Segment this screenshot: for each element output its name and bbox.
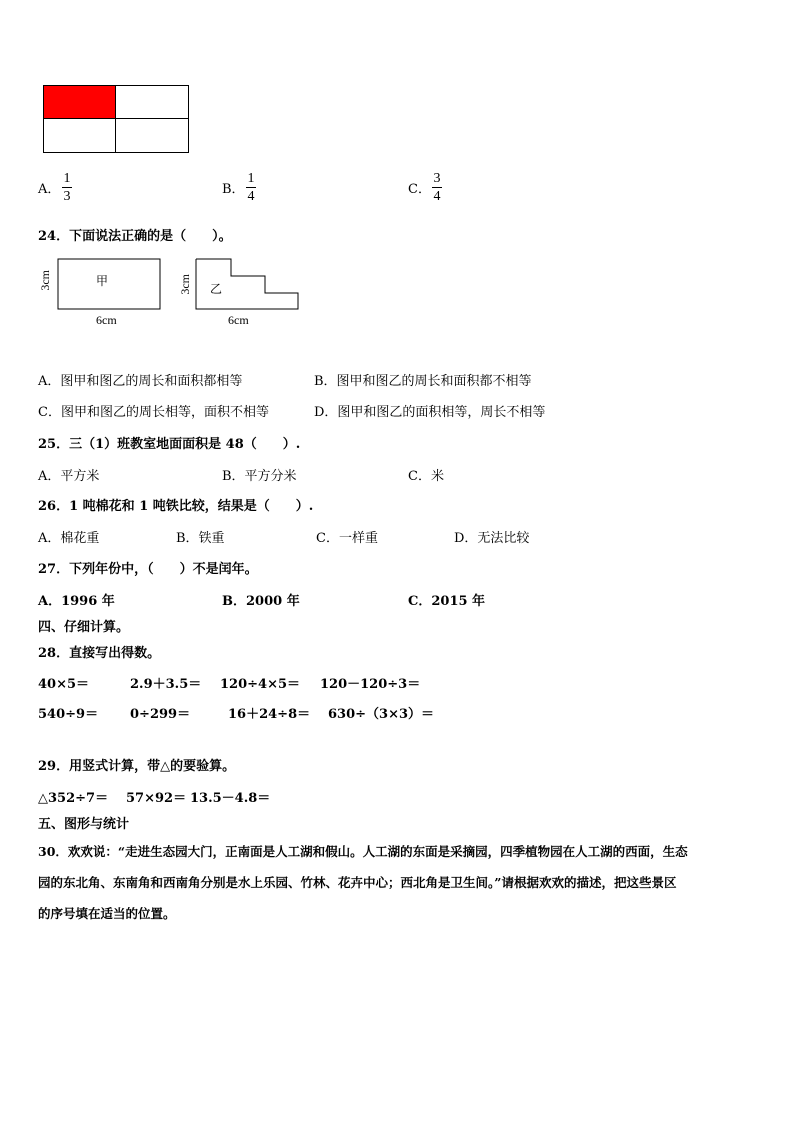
q28-expr: 630÷（3×3）＝ <box>328 707 435 722</box>
q25-option-b: B．平方分米 <box>222 469 297 484</box>
fraction-denominator: 4 <box>433 189 441 204</box>
q25-option-a: A．平方米 <box>38 469 100 484</box>
q29-stem: 29．用竖式计算，带△的要验算。 <box>38 759 236 774</box>
q26-option-a: A．棉花重 <box>38 531 100 546</box>
figure-jia-height-label: 3cm <box>38 270 52 291</box>
q24-stem: 24．下面说法正确的是（ ）。 <box>38 229 232 244</box>
fraction-bar <box>246 187 256 188</box>
fraction-denominator: 3 <box>63 189 71 204</box>
grid-cell <box>115 118 189 153</box>
q23-option-c-fraction <box>432 171 442 204</box>
figure-yi-width-label: 6cm <box>228 313 249 327</box>
grid-cell-shaded <box>43 85 116 119</box>
q28-expr: 120－120÷3＝ <box>320 677 421 692</box>
q28-stem: 28．直接写出得数。 <box>38 646 161 661</box>
q28-expr: 16＋24÷8＝ <box>228 707 311 722</box>
q28-expr: 540÷9＝ <box>38 707 99 722</box>
fraction-numerator: 3 <box>433 171 441 186</box>
q28-expr: 120÷4×5＝ <box>220 677 301 692</box>
grid-cell <box>43 118 116 153</box>
grid-cell <box>115 85 189 119</box>
q27-option-a: A．1996 年 <box>38 594 115 609</box>
figure-jia-label: 甲 <box>96 274 109 288</box>
q29-item: △352÷7＝ <box>38 791 109 806</box>
q23-option-a-fraction <box>62 171 72 204</box>
q23-option-b-fraction <box>246 171 256 204</box>
q26-stem: 26．1 吨棉花和 1 吨铁比较，结果是（ ）. <box>38 499 314 514</box>
q26-option-d: D．无法比较 <box>454 531 530 546</box>
q24-option-c: C．图甲和图乙的周长相等，面积不相等 <box>38 405 269 420</box>
q24-diagram <box>34 252 314 332</box>
fraction-bar <box>62 187 72 188</box>
fraction-grid-figure <box>43 85 189 153</box>
q24-option-d: D．图甲和图乙的面积相等，周长不相等 <box>314 405 546 420</box>
figure-yi-label: 乙 <box>210 282 223 296</box>
q26-option-c: C．一样重 <box>316 531 378 546</box>
q30-text-line-2: 园的东北角、东南角和西南角分别是水上乐园、竹林、花卉中心；西北角是卫生间。”请根据欢欢的描述，把这些景区 <box>38 875 677 890</box>
q29-item: 57×92＝ <box>126 791 187 806</box>
q27-stem: 27．下列年份中，（ ）不是闰年。 <box>38 562 258 577</box>
q30-text-line-1: 30．欢欢说：“走进生态园大门，正南面是人工湖和假山。人工湖的东面是采摘园，四季植物园在人工湖的西面，生态 <box>38 844 688 859</box>
q26-option-b: B．铁重 <box>176 531 225 546</box>
q25-option-c: C．米 <box>408 469 444 484</box>
q23-option-b-letter: B． <box>222 182 245 197</box>
q28-expr: 40×5＝ <box>38 677 90 692</box>
q23-option-a-letter: A． <box>38 182 61 197</box>
q23-option-c-letter: C． <box>408 182 431 197</box>
figure-yi-height-label: 3cm <box>178 274 192 295</box>
fraction-numerator: 1 <box>63 171 71 186</box>
section-4-heading: 四、仔细计算。 <box>38 620 130 635</box>
q24-option-b: B．图甲和图乙的周长和面积都不相等 <box>314 374 532 389</box>
q25-stem: 25．三（1）班教室地面面积是 48（ ）. <box>38 437 301 452</box>
q28-expr: 2.9＋3.5＝ <box>130 677 202 692</box>
q27-option-c: C．2015 年 <box>408 594 486 609</box>
q27-option-b: B．2000 年 <box>222 594 300 609</box>
section-5-heading: 五、图形与统计 <box>38 817 130 832</box>
q30-text-line-3: 的序号填在适当的位置。 <box>38 906 176 921</box>
fraction-denominator: 4 <box>247 189 255 204</box>
fraction-numerator: 1 <box>247 171 255 186</box>
figure-jia-rectangle <box>58 259 160 309</box>
q24-option-a: A．图甲和图乙的周长和面积都相等 <box>38 374 243 389</box>
q28-expr: 0÷299＝ <box>130 707 191 722</box>
q29-item: 13.5－4.8＝ <box>190 791 271 806</box>
fraction-bar <box>432 187 442 188</box>
figure-jia-width-label: 6cm <box>96 313 117 327</box>
q24-figures-svg <box>34 252 314 332</box>
